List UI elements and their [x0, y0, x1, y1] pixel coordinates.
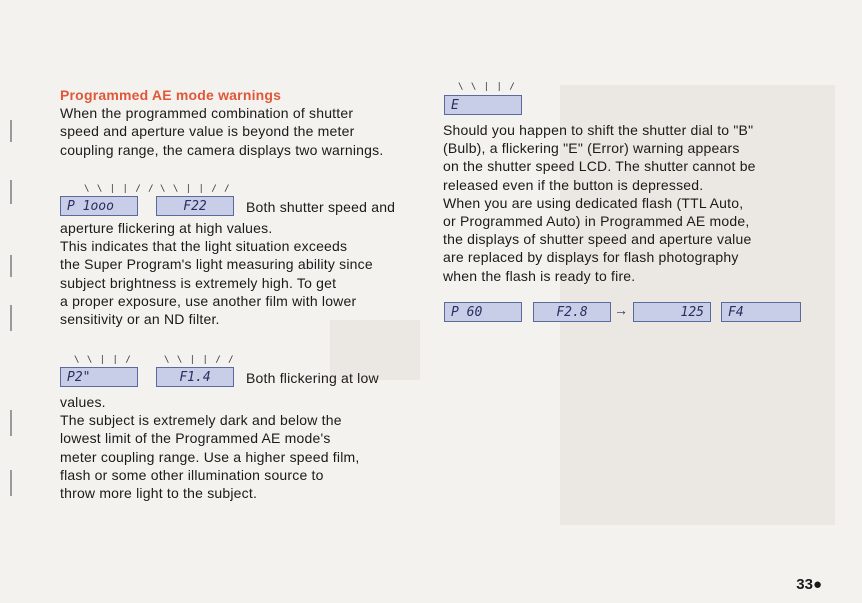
page-number-text: 33	[796, 576, 813, 593]
aperture-lcd: F22	[156, 196, 234, 216]
flicker-ticks: \ \ | | /	[74, 355, 132, 365]
margin-mark	[10, 470, 12, 496]
left-column	[60, 86, 420, 159]
body-line: values.	[60, 394, 106, 410]
intro-line: coupling range, the camera displays two warnings.	[60, 141, 384, 158]
error-lcd: E	[444, 95, 522, 115]
arrow-right-icon: →	[614, 302, 628, 318]
body-line: When you are using dedicated flash (TTL Auto,	[443, 194, 744, 211]
margin-mark	[10, 255, 12, 277]
body-line: Should you happen to shift the shutter dial to "B"	[443, 122, 754, 138]
body-line: a proper exposure, use another film with lower	[60, 292, 357, 309]
margin-mark	[10, 120, 12, 142]
shutter-lcd: P2"	[60, 367, 138, 387]
warning2-inline: Both flickering at low	[246, 370, 379, 386]
page-number	[796, 576, 822, 593]
flash-shutter-lcd: 125	[633, 302, 711, 322]
margin-mark	[10, 305, 12, 331]
body-line: throw more light to the subject.	[60, 485, 258, 502]
body-line: or Programmed Auto) in Programmed AE mode,	[443, 213, 750, 230]
body-line: lowest limit of the Programmed AE mode's	[60, 430, 331, 447]
flash-aperture-lcd: F2.8	[533, 302, 611, 322]
body-line: (Bulb), a flickering "E" (Error) warning appears	[443, 140, 740, 157]
flicker-ticks: \ \ | | / /	[164, 355, 235, 365]
body-line: flash or some other illumination source to	[60, 466, 324, 483]
warning1-body	[60, 219, 420, 328]
body-line: subject brightness is extremely high. To get	[60, 274, 337, 291]
intro-line: speed and aperture value is beyond the meter	[60, 123, 355, 140]
body-line: are replaced by displays for flash photography	[443, 249, 739, 266]
right-column-body	[443, 121, 823, 285]
flash-shutter-lcd: P 60	[444, 302, 522, 322]
body-line: The subject is extremely dark and below the	[60, 412, 342, 429]
body-line: released even if the button is depressed.	[443, 176, 704, 193]
body-line: meter coupling range. Use a higher speed film,	[60, 448, 360, 465]
body-line: sensitivity or an ND filter.	[60, 311, 220, 328]
margin-mark	[10, 410, 12, 436]
shutter-lcd: P 1ooo	[60, 196, 138, 216]
warning1-inline: Both shutter speed and	[246, 199, 396, 215]
flicker-ticks: \ \ | | /	[458, 82, 516, 92]
flash-aperture-lcd: F4	[721, 302, 801, 322]
body-line: the Super Program's light measuring ability since	[60, 256, 373, 273]
aperture-lcd: F1.4	[156, 367, 234, 387]
flicker-ticks: \ \ | | / /	[84, 184, 155, 194]
body-line: when the flash is ready to fire.	[443, 267, 636, 284]
body-line: aperture flickering at high values.	[60, 220, 273, 236]
body-line: on the shutter speed LCD. The shutter cannot be	[443, 158, 756, 175]
flicker-ticks: \ \ | | / /	[160, 184, 231, 194]
section-heading: Programmed AE mode warnings	[60, 87, 282, 103]
bullet-icon: ●	[812, 576, 822, 593]
body-line: This indicates that the light situation exceeds	[60, 238, 348, 255]
intro-line: When the programmed combination of shutter	[60, 105, 354, 122]
body-line: the displays of shutter speed and aperture value	[443, 231, 752, 248]
margin-mark	[10, 180, 12, 204]
warning2-body	[60, 393, 420, 502]
